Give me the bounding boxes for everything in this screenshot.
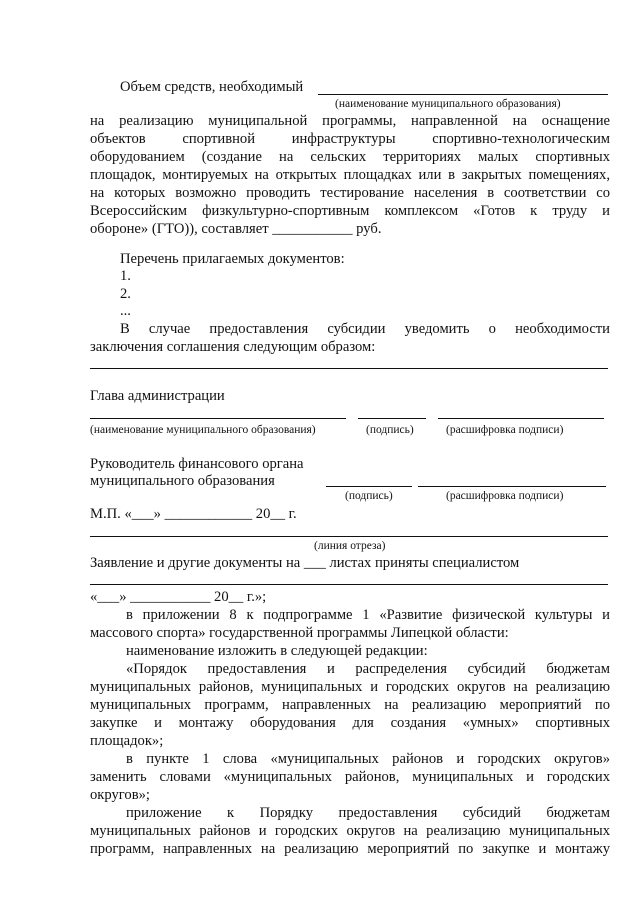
notify-line: В случае предоставления субсидии уведомить о необходимости [120,321,610,337]
head-caption-decoding: (расшифровка подписи) [446,424,564,436]
volume-line: на которых возможно проводить тестирование населения в соответствии со [90,185,610,201]
documents-item: ... [120,303,131,319]
volume-label: Объем средств, необходимый [120,79,304,95]
finance-title-line1: Руководитель финансового органа [90,456,304,472]
volume-line: оборудованием (создание на сельских территориях малых спортивных [90,149,610,165]
amendment-line: муниципальных программ, направленных на реализацию мероприятий по [90,697,610,713]
finance-signature-line [326,486,412,487]
amendment-line: площадок»; [90,733,164,749]
municipality-caption: (наименование муниципального образования) [335,98,561,110]
municipality-blank-line [318,94,608,95]
amendment-line: заменить словами «муниципальных районов, муниципальных и городских [90,769,610,785]
cut-caption: (линия отреза) [314,540,386,552]
finance-decoding-line [418,486,606,487]
volume-line: площадок, монтируемых на открытых площадках или в закрытых помещениях, [90,167,610,183]
head-signature-line [358,418,426,419]
amendment-p4 [90,750,610,804]
finance-caption-decoding: (расшифровка подписи) [446,490,564,502]
amendment-line: округов»; [90,787,150,803]
head-title: Глава администрации [90,388,225,404]
amendment-p5 [90,804,610,858]
head-municipality-line [90,418,346,419]
volume-line: Всероссийским физкультурно-спортивным комплексом «Готов к труду и [90,203,610,219]
amendment-line: в пункте 1 слова «муниципальных районов и городских округов» [126,751,610,767]
volume-line: объектов спортивной инфраструктуры спортивно-технологическим [90,131,610,147]
volume-line: обороне» (ГТО)), составляет ___________ руб. [90,221,382,237]
finance-title-line2: муниципального образования [90,473,275,489]
amendment-line: «Порядок предоставления и распределения субсидий бюджетам [126,661,610,677]
documents-item: 2. [120,286,131,302]
head-decoding-line [438,418,604,419]
head-caption-municipality: (наименование муниципального образования) [90,424,316,436]
amendment-line: муниципальных районов и городских округов на реализацию муниципальных [90,823,610,839]
amendment-line: муниципальных районов, муниципальных и городских округов на реализацию [90,679,610,695]
volume-line: на реализацию муниципальной программы, направленной на оснащение [90,113,610,129]
amendment-line: программ, направленных на реализацию мероприятий по закупке и монтажу [90,841,610,857]
documents-item: 1. [120,268,131,284]
amendment-p3 [90,660,610,750]
amendment-line: закупке и монтажу оборудования для создания «умных» спортивных [90,715,610,731]
documents-heading: Перечень прилагаемых документов: [120,251,345,267]
head-caption-signature: (подпись) [366,424,414,436]
notify-blank-line [90,368,608,369]
amendment-p2: наименование изложить в следующей редакции: [126,643,428,659]
accepted-text: Заявление и другие документы на ___ листах приняты специалистом [90,555,520,571]
volume-paragraph [90,112,610,238]
amendment-line: приложение к Порядку предоставления субсидий бюджетам [126,805,610,821]
amendment-p1 [90,606,610,642]
amendment-line: в приложении 8 к подпрограмме 1 «Развитие физической культуры и [126,607,610,623]
cut-line [90,536,608,537]
accepted-date: «___» ___________ 20__ г.»; [90,589,267,605]
specialist-blank-line [90,584,608,585]
stamp-date: М.П. «___» ____________ 20__ г. [90,506,297,522]
finance-caption-signature: (подпись) [345,490,393,502]
notify-line: заключения соглашения следующим образом: [90,339,376,355]
amendment-line: массового спорта» государственной программы Липецкой области: [90,625,509,641]
